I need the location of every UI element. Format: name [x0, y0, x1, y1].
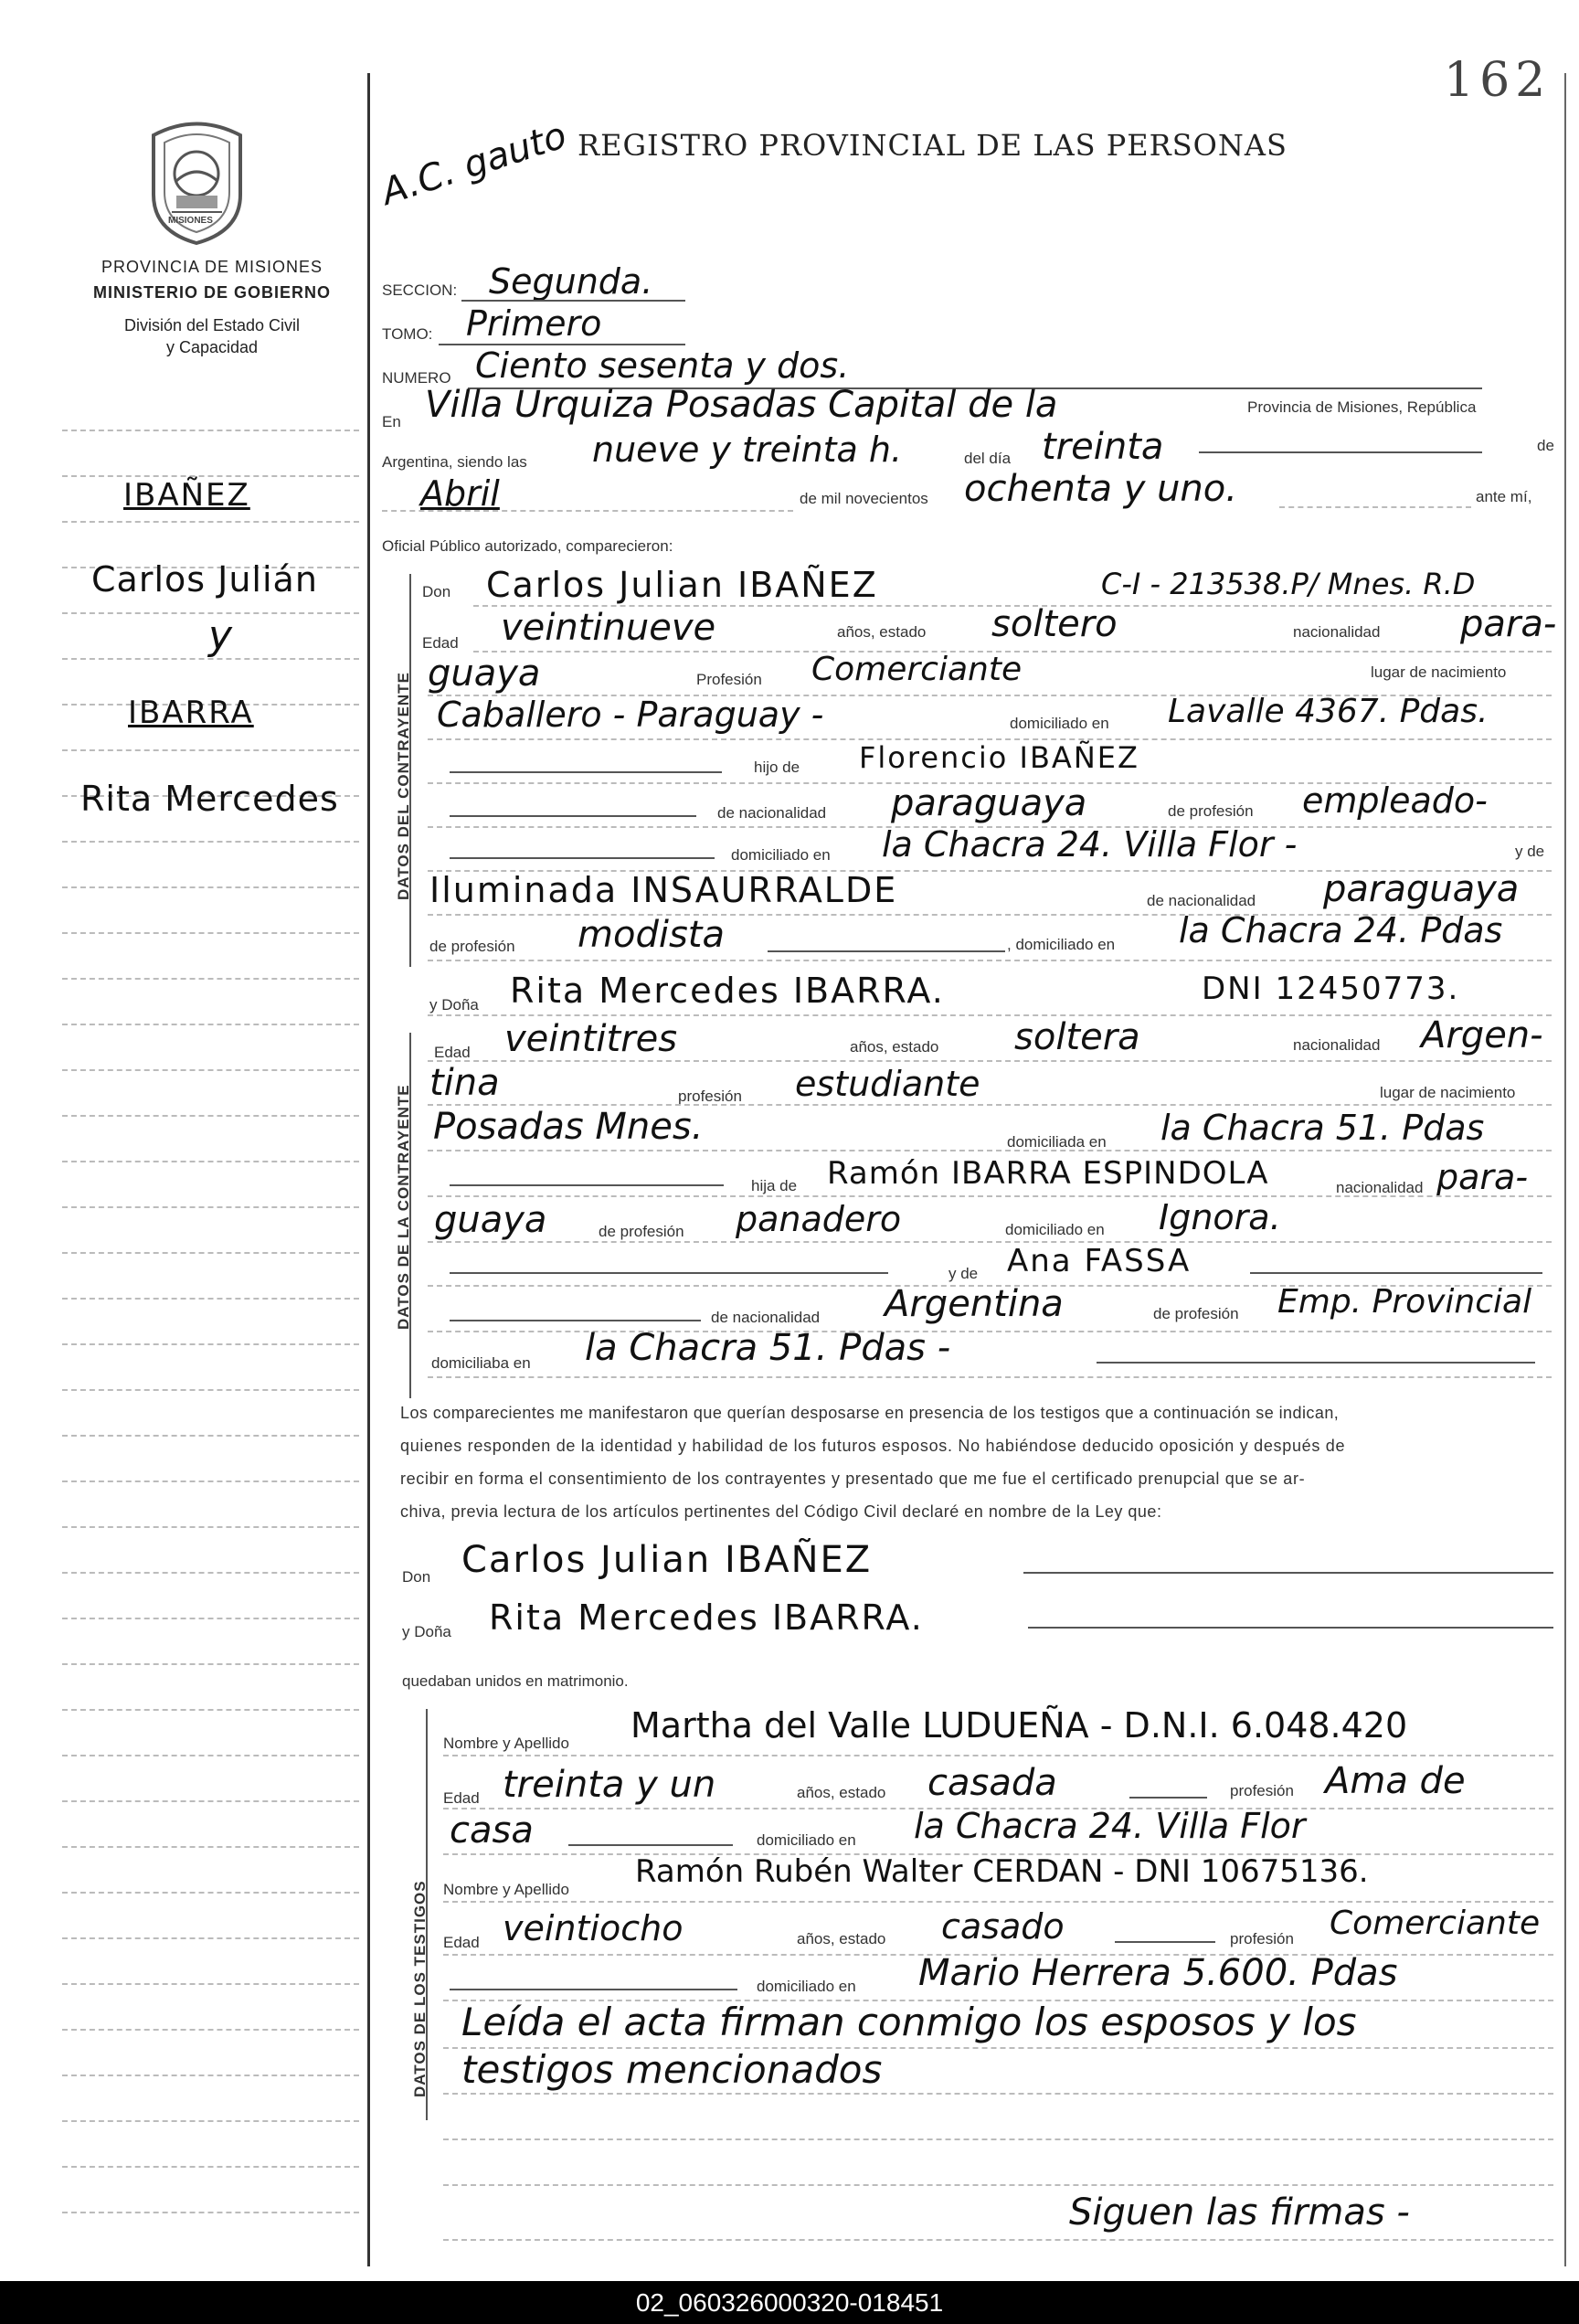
label-anos-estado-4: años, estado [797, 1930, 886, 1947]
declaration-dona-line [1028, 1627, 1553, 1629]
contrayenta-nombre: Rita Mercedes IBARRA. [510, 971, 945, 1011]
testigo1-nombre-line [443, 1755, 1553, 1756]
nota-line-1: Leída el acta firman conmigo los esposos y los [461, 2000, 1357, 2044]
margin-ruled-line [62, 1480, 359, 1482]
testigo1-prof-line [568, 1844, 733, 1846]
margin-ruled-line [62, 2029, 359, 2031]
label-nacionalidad-3: nacionalidad [1336, 1179, 1424, 1196]
label-provincia: Provincia de Misiones, República [1247, 398, 1477, 416]
tomo-value: Primero [466, 303, 602, 344]
margin-ruled-line [62, 1618, 359, 1619]
testigo2-estado-line [1115, 1941, 1215, 1943]
contrayenta-edad: veintitres [504, 1018, 678, 1060]
label-nacionalidad-2: nacionalidad [1293, 1036, 1381, 1054]
label-profesion-2: profesión [678, 1088, 742, 1105]
contrayenta-padre: Ramón IBARRA ESPINDOLA [827, 1155, 1269, 1192]
cierre-text: Siguen las firmas - [1069, 2191, 1410, 2234]
blank-line-4 [450, 1184, 724, 1186]
registry-title: REGISTRO PROVINCIAL DE LAS PERSONAS [578, 128, 1288, 163]
testigo2-domicilio: Mario Herrera 5.600. Pdas [918, 1952, 1398, 1994]
office-note: A.C. gauto [376, 114, 572, 214]
contrayente-section-label: DATOS DEL CONTRAYENTE [395, 672, 412, 900]
margin-ruled-line [62, 1800, 359, 1802]
testigos-section-label: DATOS DE LOS TESTIGOS [411, 1880, 429, 2097]
contrayente-lugar-nac: Caballero - Paraguay - [437, 695, 824, 735]
label-domiciliado-4: domiciliado en [757, 1831, 856, 1849]
margin-ruled-line [62, 1846, 359, 1848]
padre-line-2 [428, 1195, 1552, 1197]
margin-surname-2: IBARRA [128, 695, 254, 731]
label-oficial: Oficial Público autorizado, comparecieron: [382, 537, 673, 555]
seal-caption: MISIONES [168, 216, 213, 226]
contrayente-nombre: Carlos Julian IBAÑEZ [486, 565, 878, 605]
blank-line-1 [450, 771, 722, 773]
madre-nacionalidad: paraguaya [1323, 868, 1520, 910]
padre-prof-line-2 [428, 1241, 1552, 1243]
contrayenta-estado: soltera [1014, 1016, 1140, 1058]
declaration-line-3: recibir en forma el consentimiento de los contrayentes y presentado que me fue el certificado prenupcial que se ar- [400, 1470, 1306, 1488]
margin-ruled-line [62, 1161, 359, 1162]
page-number: 162 [1444, 53, 1552, 108]
declaration-don-line [1023, 1572, 1553, 1574]
declaration-line-4: chiva, previa lectura de los artículos pertinentes del Código Civil declaré en nombre de la Ley que: [400, 1502, 1162, 1521]
testigo1-profesion-a: Ama de [1325, 1760, 1466, 1802]
label-edad-4: Edad [443, 1934, 480, 1951]
testigo1-estado: casada [927, 1762, 1057, 1804]
label-de-mil: de mil novecientos [800, 490, 928, 507]
margin-ruled-line [62, 978, 359, 980]
madre-prof-dash [428, 960, 1552, 961]
blank-line-2 [450, 815, 696, 817]
label-y-dona: y Doña [429, 996, 479, 1013]
margin-ruled-line [62, 1206, 359, 1208]
seal-emblem-icon [135, 117, 259, 245]
madre-nombre: Iluminada INSAURRALDE [429, 870, 898, 910]
label-anos-estado-3: años, estado [797, 1784, 886, 1801]
label-domiciliado-en: domiciliado en [731, 846, 831, 864]
margin-ruled-line [62, 1389, 359, 1391]
label-del-dia: del día [964, 450, 1012, 467]
madre-prof-line [768, 950, 1005, 952]
division-name-2: y Capacidad [165, 338, 259, 356]
label-y-de: y de [1515, 843, 1545, 860]
label-nombre-1: Nombre y Apellido [443, 1735, 569, 1752]
seccion-value: Segunda. [489, 261, 653, 302]
contrayenta-madre-dom: la Chacra 51. Pdas - [585, 1327, 951, 1369]
blank-line-5 [450, 1272, 888, 1274]
label-domiciliado-en-3: domiciliado en [1005, 1221, 1105, 1238]
margin-ruled-line [62, 886, 359, 888]
label-anos-estado: años, estado [837, 623, 927, 641]
testigo2-estado: casado [941, 1906, 1065, 1947]
label-profesion-4: profesión [1230, 1930, 1294, 1947]
empty-line-2 [443, 2184, 1553, 2186]
madre-dom-line-2 [1097, 1362, 1535, 1364]
margin-ruled-line [62, 1892, 359, 1894]
label-profesion: Profesión [696, 671, 762, 688]
mes-value: Abril [420, 473, 500, 514]
margin-ruled-line [62, 1983, 359, 1985]
label-lugar-nac-2: lugar de nacimiento [1380, 1084, 1516, 1101]
label-de-nacionalidad: de nacionalidad [717, 804, 827, 822]
madre-line-2 [1250, 1272, 1542, 1274]
label-seccion: SECCION: [382, 281, 458, 299]
blank-line-6 [450, 1320, 701, 1321]
margin-ruled-line [62, 2166, 359, 2168]
margin-ruled-line [62, 1435, 359, 1437]
ministry-name: MINISTERIO DE GOBIERNO [92, 283, 332, 302]
testigo2-nombre-line [443, 1901, 1553, 1903]
label-profesion-3: profesión [1230, 1782, 1294, 1799]
label-nombre-2: Nombre y Apellido [443, 1881, 569, 1898]
label-de: de [1537, 437, 1554, 454]
label-domiciliado-en-2: , domiciliado en [1007, 936, 1116, 953]
contrayenta-padre-prof: panadero [736, 1199, 902, 1239]
label-anos-estado-2: años, estado [850, 1038, 939, 1056]
province-name: PROVINCIA DE MISIONES [101, 258, 323, 276]
margin-conjunction: y [208, 612, 233, 659]
contrayenta-padre-nac-b: guaya [434, 1199, 547, 1241]
label-tomo: TOMO: [382, 325, 433, 343]
label-numero: NUMERO [382, 369, 451, 387]
contrayenta-domicilio: la Chacra 51. Pdas [1160, 1108, 1485, 1148]
margin-ruled-line [62, 521, 359, 523]
padre-nacionalidad: paraguaya [891, 782, 1087, 824]
label-domiciliado: domiciliado en [1010, 715, 1109, 732]
contrayente-documento: C-I - 213538.P/ Mnes. R.D [1101, 567, 1476, 601]
label-domiciliaba: domiciliaba en [431, 1354, 531, 1372]
dia-line [1199, 451, 1482, 453]
margin-ruled-line [62, 932, 359, 934]
margin-name-1: Carlos Julián [91, 559, 318, 600]
anio-line [1279, 506, 1471, 508]
label-en: En [382, 413, 401, 430]
label-de-nacionalidad-2: de nacionalidad [1147, 892, 1256, 909]
label-de-profesion-2: de profesión [429, 938, 515, 955]
contrayente-nacionalidad-a: para- [1460, 603, 1557, 645]
mes-line [382, 510, 793, 512]
contrayenta-nacionalidad-a: Argen- [1421, 1014, 1543, 1056]
contrayenta-documento: DNI 12450773. [1202, 971, 1460, 1007]
margin-ruled-line [62, 1024, 359, 1025]
margin-ruled-line [62, 1937, 359, 1939]
lugar-line-2 [428, 1150, 1552, 1151]
madre-profesion: modista [578, 914, 725, 956]
label-hija-de: hija de [751, 1177, 798, 1194]
label-hijo-de: hijo de [754, 759, 800, 776]
declaration-dona: Rita Mercedes IBARRA. [489, 1597, 924, 1638]
margin-ruled-line [62, 1343, 359, 1345]
nota2-line [443, 2093, 1553, 2095]
margin-surname-1: IBAÑEZ [123, 477, 250, 514]
dona-line [428, 1014, 1552, 1016]
label-de-nacionalidad-3: de nacionalidad [711, 1309, 821, 1326]
testigo1-edad: treinta y un [503, 1764, 716, 1806]
margin-ruled-line [62, 1755, 359, 1756]
edad-line-2 [428, 1060, 1552, 1062]
anio-value: ochenta y uno. [964, 468, 1237, 510]
madre-dom-dash-2 [428, 1376, 1552, 1378]
contrayente-domicilio: Lavalle 4367. Pdas. [1168, 693, 1489, 730]
contrayenta-lugar-nac: Posadas Mnes. [433, 1106, 704, 1148]
margin-ruled-line [62, 2120, 359, 2122]
declaration-text [400, 1396, 1553, 1528]
label-argentina: Argentina, siendo las [382, 453, 527, 471]
margin-ruled-line [62, 1115, 359, 1117]
margin-ruled-line [62, 1709, 359, 1711]
testigo2-edad: veintiocho [503, 1908, 684, 1948]
label-don: Don [422, 583, 451, 600]
margin-ruled-line [62, 1663, 359, 1665]
margin-ruled-line [62, 1526, 359, 1528]
blank-line-7 [450, 1989, 737, 1990]
label-de-profesion-4: de profesión [1153, 1305, 1239, 1322]
contrayenta-padre-nac-a: para- [1436, 1157, 1529, 1197]
empty-line-1 [443, 2138, 1553, 2140]
contrayenta-madre: Ana FASSA [1007, 1243, 1192, 1279]
margin-ruled-line [62, 2075, 359, 2076]
testigo1-estado-line [1129, 1797, 1207, 1799]
padre-nombre: Florencio IBAÑEZ [859, 740, 1139, 775]
margin-ruled-line [62, 841, 359, 843]
margin-ruled-line [62, 749, 359, 751]
seccion-line [461, 300, 685, 302]
numero-value: Ciento sesenta y dos. [475, 345, 850, 386]
nota-line-2: testigos mencionados [461, 2047, 883, 2092]
label-edad-3: Edad [443, 1789, 480, 1807]
contrayenta-madre-nac: Argentina [885, 1283, 1064, 1325]
margin-ruled-line [62, 430, 359, 431]
label-lugar-nac: lugar de nacimiento [1371, 663, 1507, 681]
contrayente-estado: soltero [991, 603, 1118, 645]
declaration-line-1: Los comparecientes me manifestaron que querían desposarse en presencia de los testigos que a continuación se indican, [400, 1404, 1340, 1422]
right-edge-line [1564, 73, 1566, 2266]
label-edad: Edad [422, 634, 459, 652]
declaration-don: Carlos Julian IBAÑEZ [461, 1539, 873, 1581]
label-de-profesion: de profesión [1168, 802, 1254, 820]
madre-domicilio: la Chacra 24. Pdas [1179, 910, 1503, 950]
contrayenta-nacionalidad-b: tina [429, 1062, 500, 1104]
testigo2-profesion: Comerciante [1330, 1905, 1541, 1942]
declaration-closing: quedaban unidos en matrimonio. [402, 1672, 629, 1690]
division-name-1: División del Estado Civil [123, 316, 301, 334]
testigo2-nombre: Ramón Rubén Walter CERDAN - DNI 10675136. [635, 1853, 1369, 1890]
contrayente-nacionalidad-b: guaya [428, 653, 541, 695]
contrayenta-section-label: DATOS DE LA CONTRAYENTE [395, 1084, 412, 1330]
padre-profesion: empleado- [1302, 780, 1488, 821]
margin-ruled-line [62, 1252, 359, 1254]
label-domiciliada: domiciliada en [1007, 1133, 1107, 1151]
margin-name-2: Rita Mercedes [80, 779, 339, 819]
testigo1-nombre: Martha del Valle LUDUEÑA - D.N.I. 6.048.420 [631, 1705, 1408, 1746]
margin-ruled-line [62, 1572, 359, 1574]
label-domiciliado-5: domiciliado en [757, 1978, 856, 1995]
margin-divider [367, 73, 370, 2266]
margin-ruled-line [62, 1298, 359, 1300]
dia-value: treinta [1042, 426, 1164, 468]
margin-ruled-line [62, 2212, 359, 2213]
contrayenta-padre-dom: Ignora. [1159, 1197, 1281, 1237]
hora-value: nueve y treinta h. [592, 430, 903, 470]
label-edad-2: Edad [434, 1044, 471, 1061]
label-y-de-2: y de [948, 1265, 979, 1282]
label-de-profesion-3: de profesión [599, 1223, 684, 1240]
cierre-line [443, 2239, 1553, 2241]
contrayenta-madre-prof: Emp. Provincial [1277, 1283, 1532, 1321]
label-ante-mi: ante mí, [1476, 488, 1532, 505]
padre-domicilio: la Chacra 24. Villa Flor - [882, 824, 1298, 865]
blank-line-3 [450, 857, 715, 859]
lugar-value: Villa Urquiza Posadas Capital de la [425, 384, 1058, 426]
contrayenta-profesion: estudiante [795, 1064, 980, 1104]
testigo1-domicilio: la Chacra 24. Villa Flor [914, 1806, 1306, 1846]
contrayente-profesion: Comerciante [811, 651, 1023, 688]
label-nacionalidad: nacionalidad [1293, 623, 1381, 641]
label-declaration-don: Don [402, 1568, 431, 1586]
declaration-line-2: quienes responden de la identidad y habilidad de los futuros esposos. No habiéndose deducido oposición y después de [400, 1437, 1346, 1455]
image-code: 02_060326000320-018451 [635, 2288, 944, 2317]
testigo1-profesion-b: casa [450, 1809, 534, 1852]
contrayente-edad: veintinueve [501, 607, 716, 649]
label-declaration-dona: y Doña [402, 1623, 451, 1640]
province-seal [135, 117, 259, 245]
margin-ruled-line [62, 1069, 359, 1071]
